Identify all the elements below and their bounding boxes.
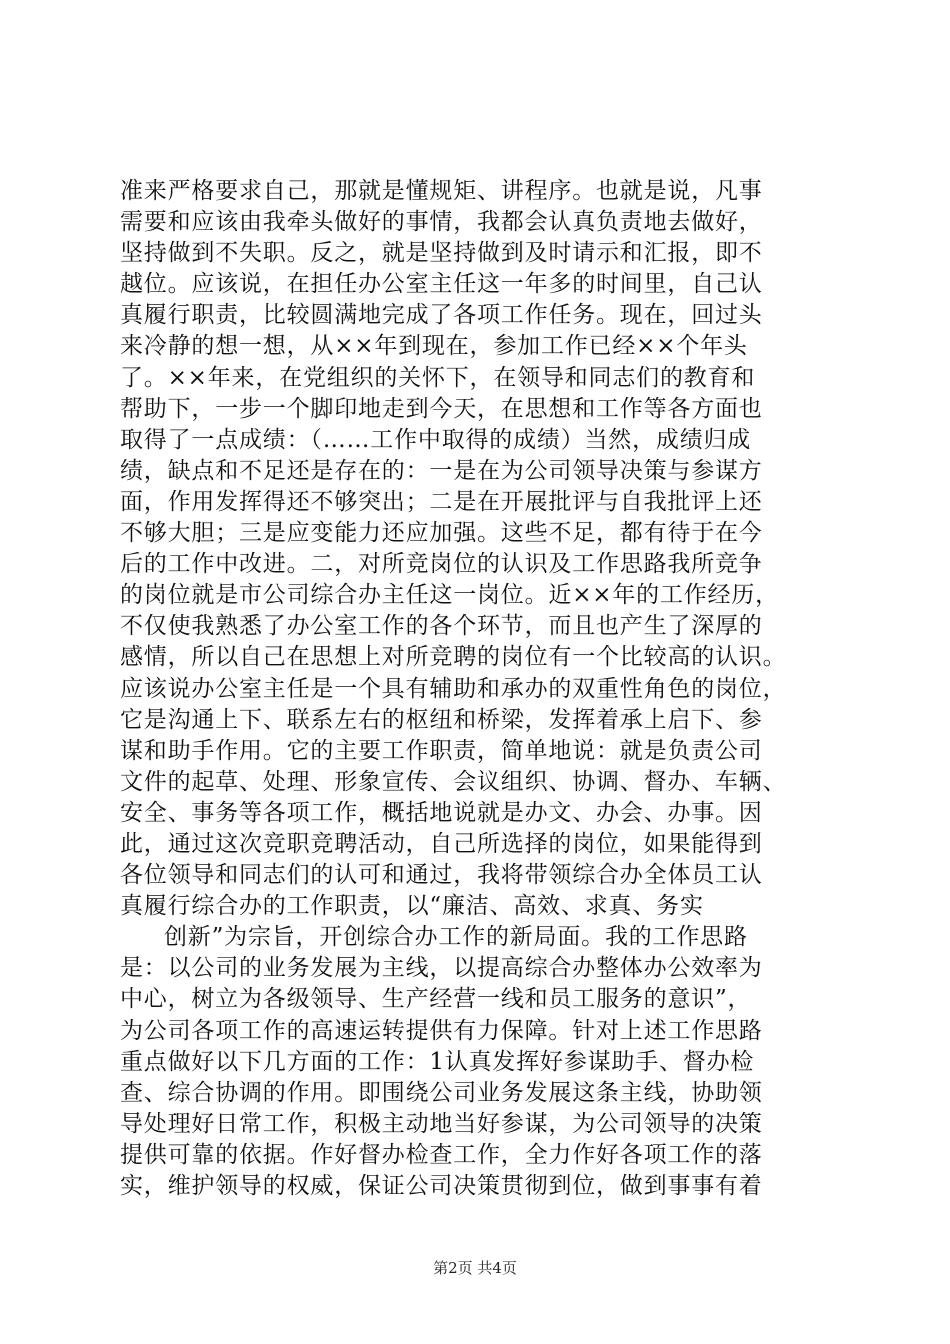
text-line: 绩，缺点和不足还是存在的：一是在为公司领导决策与参谋方 [120, 457, 763, 484]
text-line: 越位。应该说，在担任办公室主任这一年多的时间里，自己认 [120, 271, 763, 298]
text-line: 重点做好以下几方面的工作：1认真发挥好参谋助手、督办检 [120, 1048, 755, 1075]
body-text [120, 176, 840, 1202]
text-line: 后的工作中改进。二，对所竞岗位的认识及工作思路我所竞争 [120, 551, 763, 578]
text-line: 准来严格要求自己，那就是懂规矩、讲程序。也就是说，凡事 [120, 178, 763, 204]
text-line: 安全、事务等各项工作，概括地说就是办文、办会、办事。因 [120, 799, 763, 826]
text-line: 不仅使我熟悉了办公室工作的各个环节，而且也产生了深厚的 [120, 613, 763, 640]
text-line: 提供可靠的依据。作好督办检查工作，全力作好各项工作的落 [120, 1141, 763, 1168]
text-line: 了。××年来，在党组织的关怀下，在领导和同志们的教育和 [120, 364, 756, 391]
text-line: 它是沟通上下、联系左右的枢纽和桥梁，发挥着承上启下、参 [120, 706, 763, 733]
text-line: 导处理好日常工作，积极主动地当好参谋，为公司领导的决策 [120, 1110, 763, 1137]
text-line: 是：以公司的业务发展为主线，以提高综合办整体办公效率为 [120, 955, 763, 982]
text-line: 文件的起草、处理、形象宣传、会议组织、协调、督办、车辆、 [120, 768, 787, 795]
text-line: 感情，所以自己在思想上对所竞聘的岗位有一个比较高的认识。 [120, 644, 787, 671]
text-line: 真履行职责，比较圆满地完成了各项工作任务。现在，回过头 [120, 302, 763, 329]
page-footer: 第2页 共4页 [433, 1259, 517, 1277]
text-line: 实，维护领导的权威，保证公司决策贯彻到位，做到事事有着 [120, 1173, 763, 1199]
text-line: 面，作用发挥得还不够突出；二是在开展批评与自我批评上还 [120, 488, 763, 515]
text-line: 应该说办公室主任是一个具有辅助和承办的双重性角色的岗位， [120, 675, 787, 702]
text-line: 真履行综合办的工作职责，以“廉洁、高效、求真、务实 [120, 893, 704, 920]
text-line: 取得了一点成绩：（……工作中取得的成绩）当然，成绩归成 [120, 426, 752, 453]
text-line: 此，通过这次竞职竞聘活动，自己所选择的岗位，如果能得到 [120, 830, 763, 857]
text-line: 谋和助手作用。它的主要工作职责，简单地说：就是负责公司 [120, 737, 763, 764]
text-line: 需要和应该由我牵头做好的事情，我都会认真负责地去做好， [120, 209, 763, 236]
text-line: 来冷静的想一想，从××年到现在，参加工作已经××个年头 [120, 333, 748, 360]
text-line: 帮助下，一步一个脚印地走到今天，在思想和工作等各方面也 [120, 395, 763, 422]
text-line: 坚持做到不失职。反之，就是坚持做到及时请示和汇报，即不 [120, 240, 763, 267]
text-line: 为公司各项工作的高速运转提供有力保障。针对上述工作思路 [120, 1017, 763, 1044]
text-line: 各位领导和同志们的认可和通过，我将带领综合办全体员工认 [120, 862, 763, 889]
text-line: 中心，树立为各级领导、生产经营一线和员工服务的意识”， [120, 986, 752, 1013]
text-line: 查、综合协调的作用。即围绕公司业务发展这条主线，协助领 [120, 1079, 763, 1106]
text-line-indented: 创新”为宗旨，开创综合办工作的新局面。我的工作思路 [164, 924, 748, 951]
text-line: 的岗位就是市公司综合办主任这一岗位。近××年的工作经历， [120, 582, 779, 609]
text-line: 不够大胆；三是应变能力还应加强。这些不足，都有待于在今 [120, 520, 763, 547]
